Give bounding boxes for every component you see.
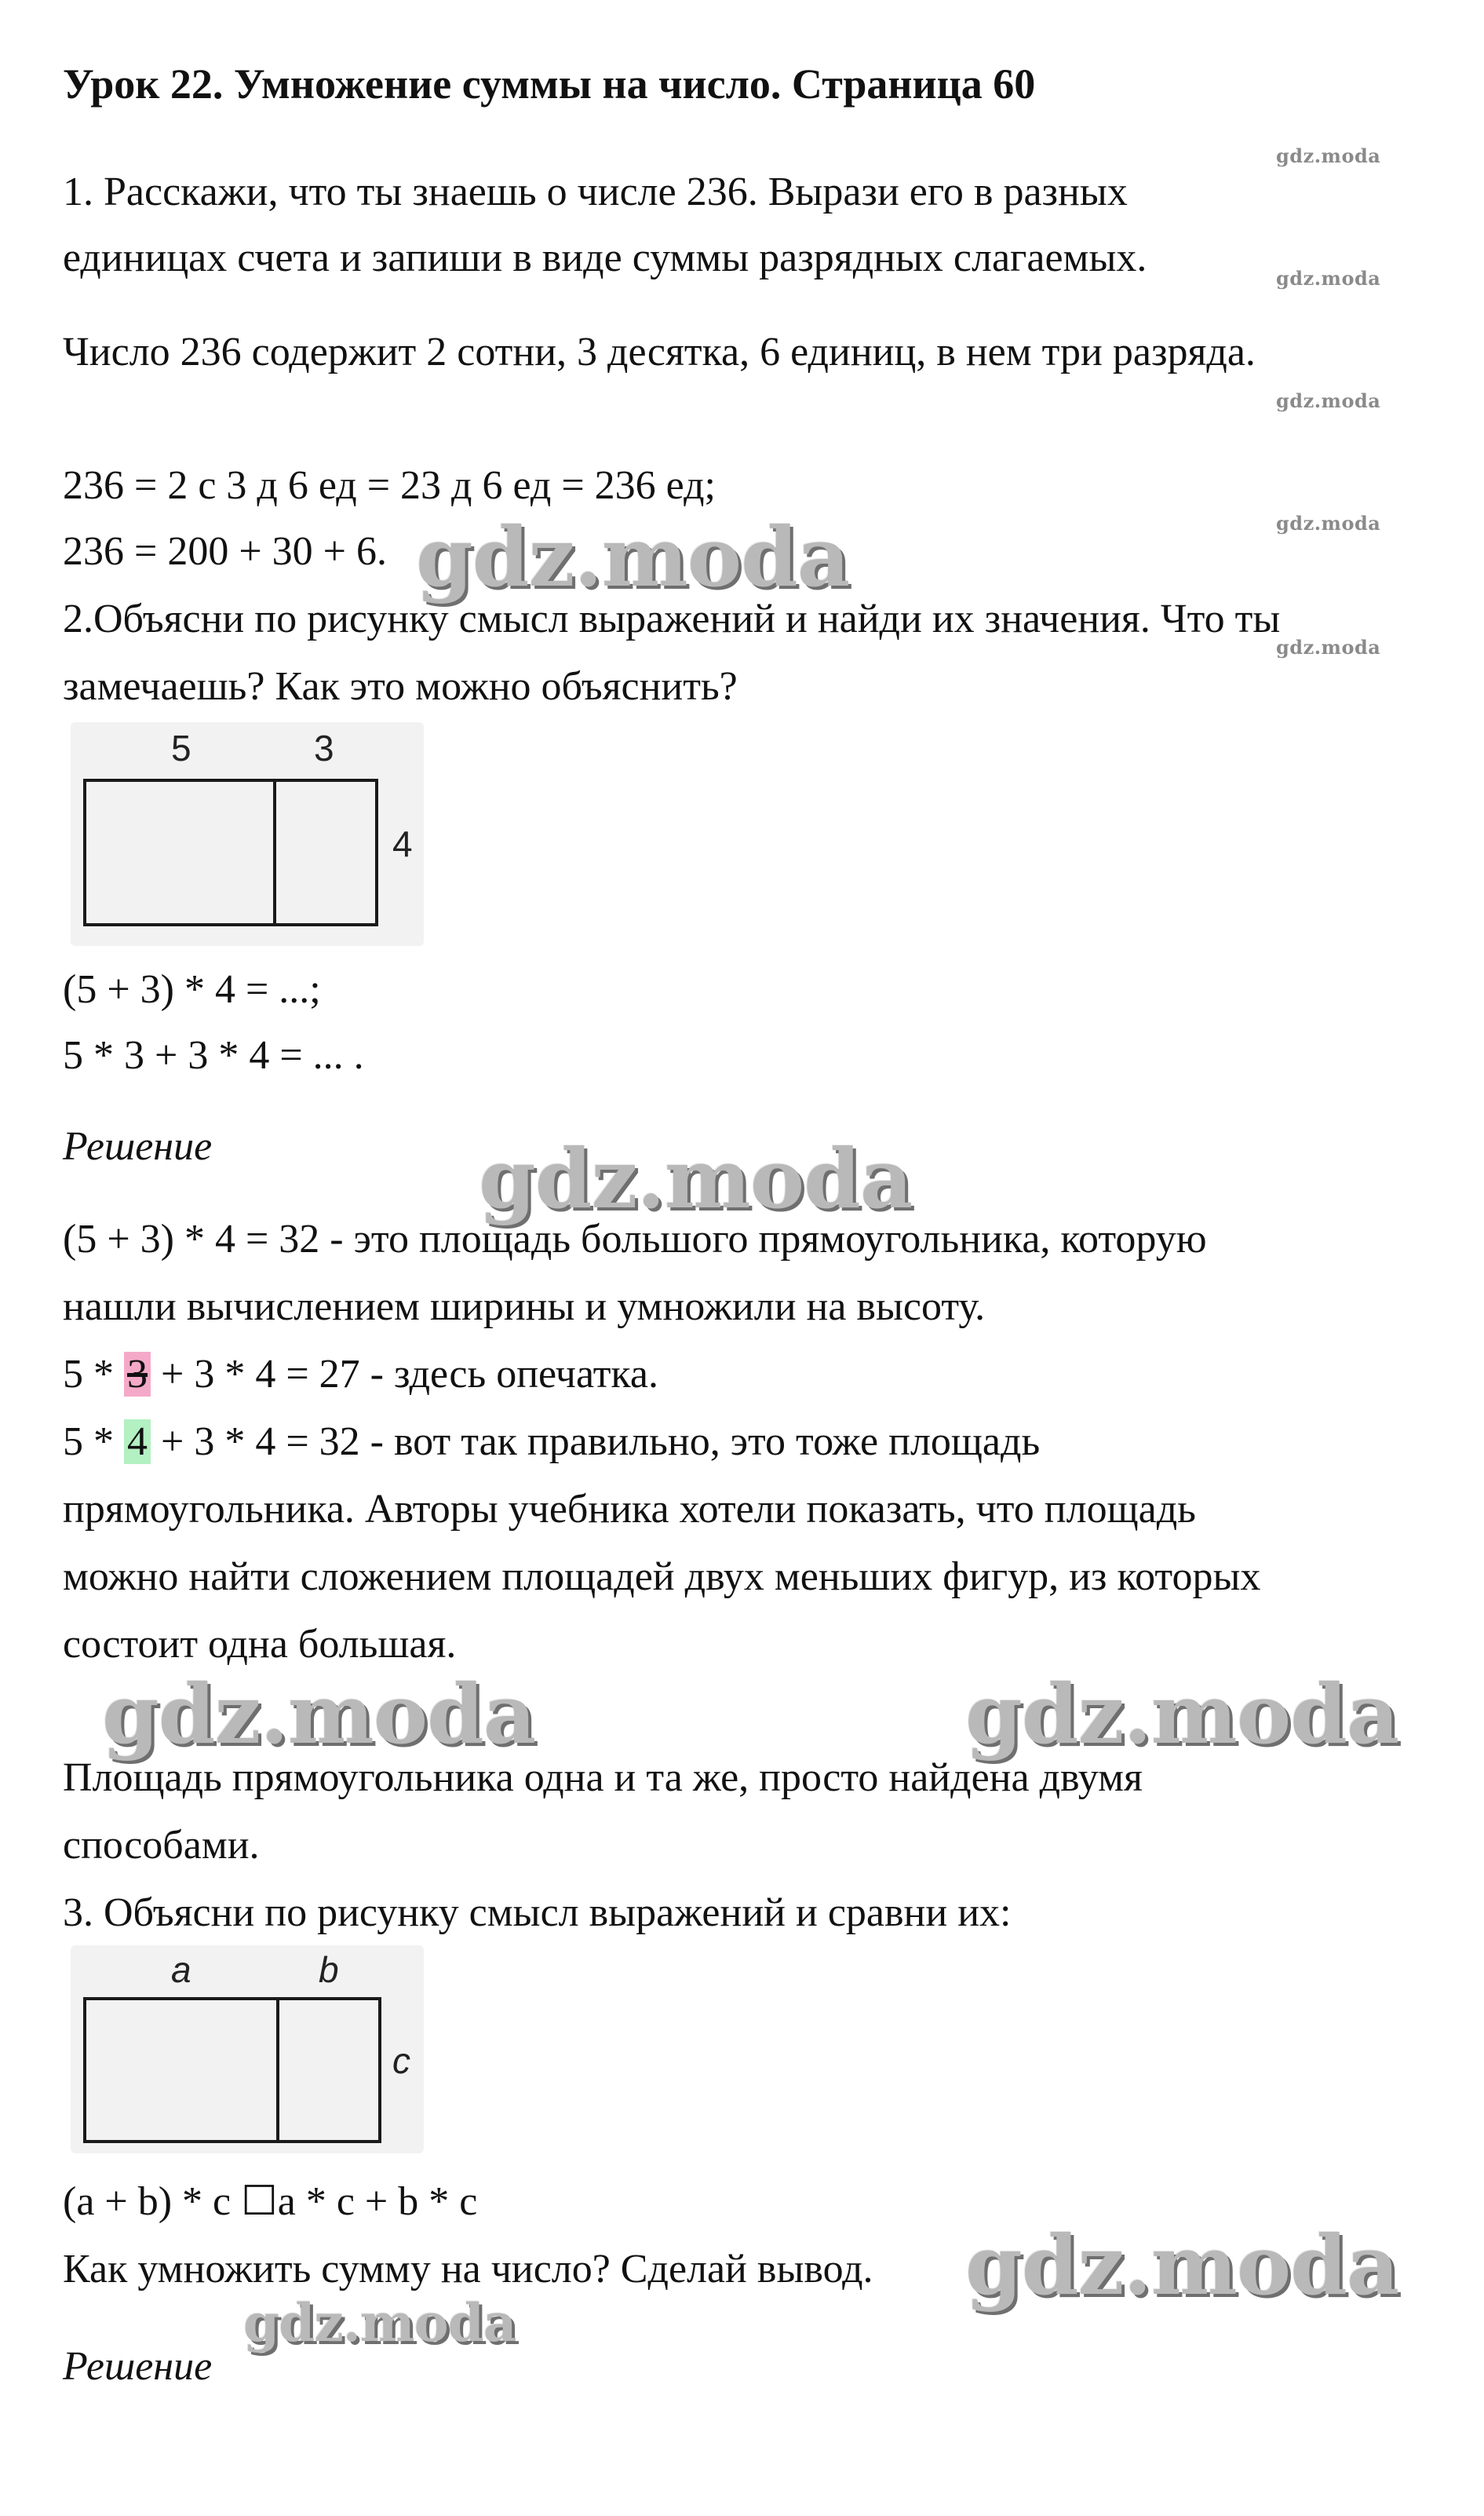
figure-label-5: 5 xyxy=(171,728,191,769)
rectangle-divider-letters xyxy=(276,1997,279,2143)
task2-expression1: (5 + 3) * 4 = ...; xyxy=(63,967,321,1012)
watermark-small: gdz.moda xyxy=(1276,389,1381,412)
figure-label-b: b xyxy=(319,1949,339,1990)
rectangle-outline xyxy=(83,779,378,926)
watermark-small: gdz.moda xyxy=(1276,512,1381,535)
solution-line2: нашли вычислением ширины и умножили на высоту. xyxy=(63,1284,986,1329)
watermark-large: gdz.moda xyxy=(102,1666,536,1762)
rectangle-figure-letters xyxy=(71,1945,432,2157)
solution-line9: способами. xyxy=(63,1823,260,1868)
task1-answer-line1: Число 236 содержит 2 сотни, 3 десятка, 6 единиц, в нем три разряда. xyxy=(63,330,1256,374)
watermark-large: gdz.moda xyxy=(416,509,850,605)
solution-line3-suffix: + 3 * 4 = 27 - здесь опечатка. xyxy=(151,1352,658,1397)
figure-label-c: c xyxy=(392,2040,410,2081)
watermark-small: gdz.moda xyxy=(1276,267,1381,290)
figure-label-4: 4 xyxy=(392,823,413,864)
solution-line4-prefix: 5 * xyxy=(63,1419,124,1464)
correct-highlight: 4 xyxy=(124,1419,151,1464)
watermark-small: gdz.moda xyxy=(1276,144,1381,167)
solution-line3-prefix: 5 * xyxy=(63,1352,124,1397)
task1-text-line1: 1. Расскажи, что ты знаешь о числе 236. Вырази его в разных xyxy=(63,170,1128,214)
solution-line4-suffix: + 3 * 4 = 32 - вот так правильно, это тоже площадь xyxy=(151,1419,1041,1464)
solution-line4 xyxy=(63,1416,1040,1468)
solution-line1: (5 + 3) * 4 = 32 - это площадь большого прямоугольника, которую xyxy=(63,1217,1207,1262)
watermark-large: gdz.moda xyxy=(479,1130,913,1227)
solution-line5: прямоугольника. Авторы учебника хотели показать, что площадь xyxy=(63,1487,1196,1532)
watermark-large: gdz.moda xyxy=(965,1666,1399,1762)
solution-line3 xyxy=(63,1349,658,1400)
solution-line7: состоит одна большая. xyxy=(63,1622,457,1667)
task1-answer-line3: 236 = 200 + 30 + 6. xyxy=(63,529,387,574)
typo-highlight: 3 xyxy=(124,1352,151,1397)
rectangle-divider xyxy=(273,779,276,926)
task2-text-line1: 2.Объясни по рисунку смысл выражений и найди их значения. Что ты xyxy=(63,597,1281,641)
watermark-large: gdz.moda xyxy=(965,2217,1399,2313)
solution-label-task3: Решение xyxy=(63,2344,213,2389)
task2-text-line2: замечаешь? Как это можно объяснить? xyxy=(63,664,738,709)
rectangle-outline-letters xyxy=(83,1997,381,2143)
figure-label-a: a xyxy=(171,1949,191,1990)
task3-text-line1: 3. Объясни по рисунку смысл выражений и сравни их: xyxy=(63,1890,1012,1935)
task2-expression2: 5 * 3 + 3 * 4 = ... . xyxy=(63,1033,364,1078)
task3-expression: (a + b) * c ☐a * c + b * c xyxy=(63,2179,478,2224)
solution-label: Решение xyxy=(63,1124,213,1169)
task1-answer-line2: 236 = 2 с 3 д 6 ед = 23 д 6 ед = 236 ед; xyxy=(63,463,716,508)
watermark-small: gdz.moda xyxy=(1276,636,1381,659)
rectangle-figure-numbers xyxy=(71,722,432,950)
watermark-medium: gdz.moda xyxy=(243,2292,516,2354)
task1-text-line2: единицах счета и запиши в виде суммы разрядных слагаемых. xyxy=(63,236,1147,280)
solution-line6: можно найти сложением площадей двух меньших фигур, из которых xyxy=(63,1554,1261,1599)
page-title: Урок 22. Умножение суммы на число. Страница 60 xyxy=(63,60,1036,108)
solution-line8: Площадь прямоугольника одна и та же, просто найдена двумя xyxy=(63,1755,1143,1800)
task3-question: Как умножить сумму на число? Сделай вывод. xyxy=(63,2247,873,2291)
figure-label-3: 3 xyxy=(314,728,334,769)
